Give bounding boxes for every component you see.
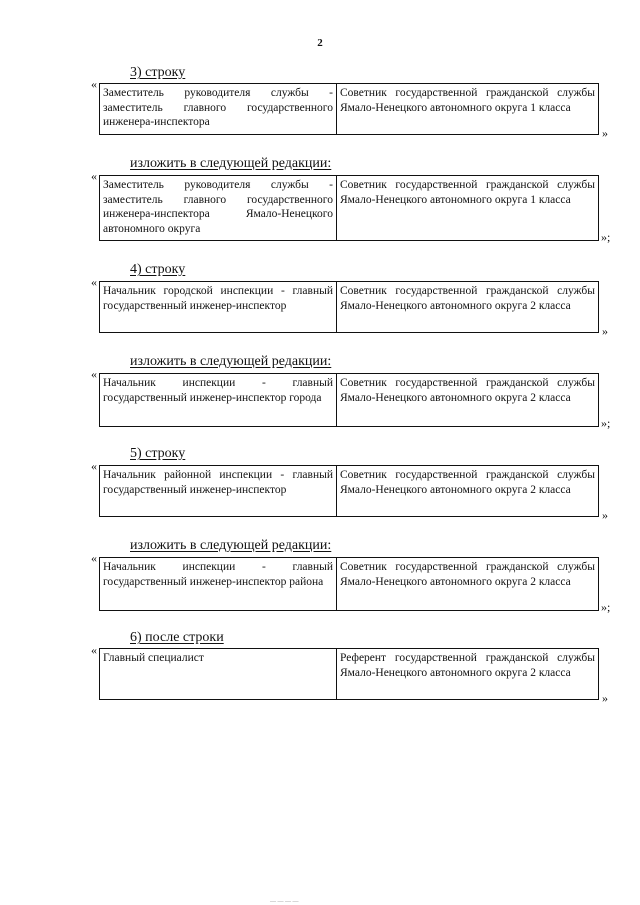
position-cell: Заместитель руководителя службы - заместитель главного государственного инженера-инспектора Ямало-Ненецкого автономного округа <box>100 176 337 240</box>
close-quote: »; <box>601 416 611 430</box>
open-quote: « <box>91 367 97 381</box>
close-quote: »; <box>601 600 611 614</box>
section-heading-6: 6) после строки <box>130 630 224 645</box>
position-cell: Начальник районной инспекции - главный государственный инженер-инспектор <box>100 466 337 516</box>
rank-cell: Референт государственной гражданской службы Ямало-Ненецкого автономного округа 2 класса <box>340 652 595 679</box>
close-quote: » <box>602 126 608 140</box>
close-quote: » <box>602 691 608 705</box>
open-quote: « <box>91 551 97 565</box>
section-heading-revision-4: изложить в следующей редакции: <box>130 354 332 369</box>
footer-mark: — — — — <box>270 899 299 905</box>
open-quote: « <box>91 77 97 91</box>
position-table-revised-5 <box>99 557 599 611</box>
close-quote: » <box>602 508 608 522</box>
position-table-original-4 <box>99 281 599 333</box>
section-heading-3: 3) строку <box>130 65 186 80</box>
close-quote: »; <box>601 230 611 244</box>
position-cell: Начальник инспекции - главный государственный инженер-инспектор города <box>100 374 337 426</box>
section-heading-4: 4) строку <box>130 262 186 277</box>
rank-cell: Советник государственной гражданской службы Ямало-Ненецкого автономного округа 2 класса <box>340 285 595 312</box>
open-quote: « <box>91 643 97 657</box>
rank-cell: Советник государственной гражданской службы Ямало-Ненецкого автономного округа 1 класса <box>340 179 595 206</box>
section-heading-revision-5: изложить в следующей редакции: <box>130 538 332 553</box>
open-quote: « <box>91 169 97 183</box>
rank-cell: Советник государственной гражданской службы Ямало-Ненецкого автономного округа 2 класса <box>340 469 595 496</box>
close-quote: » <box>602 324 608 338</box>
open-quote: « <box>91 459 97 473</box>
rank-cell: Советник государственной гражданской службы Ямало-Ненецкого автономного округа 1 класса <box>340 87 595 114</box>
position-cell: Начальник городской инспекции - главный государственный инженер-инспектор <box>100 282 337 332</box>
position-cell: Главный специалист <box>100 649 337 699</box>
position-cell: Начальник инспекции - главный государственный инженер-инспектор района <box>100 558 337 610</box>
position-table-revised-4 <box>99 373 599 427</box>
section-heading-revision-3: изложить в следующей редакции: <box>130 156 332 171</box>
section-heading-5: 5) строку <box>130 446 186 461</box>
rank-cell: Советник государственной гражданской службы Ямало-Ненецкого автономного округа 2 класса <box>340 377 595 404</box>
position-table-original-3 <box>99 83 599 135</box>
position-table-original-5 <box>99 465 599 517</box>
position-cell: Заместитель руководителя службы - заместитель главного государственного инженера-инспектора <box>100 84 337 134</box>
position-table-after-6 <box>99 648 599 700</box>
open-quote: « <box>91 275 97 289</box>
rank-cell: Советник государственной гражданской службы Ямало-Ненецкого автономного округа 2 класса <box>340 561 595 588</box>
page-number: 2 <box>317 37 323 49</box>
position-table-revised-3 <box>99 175 599 241</box>
